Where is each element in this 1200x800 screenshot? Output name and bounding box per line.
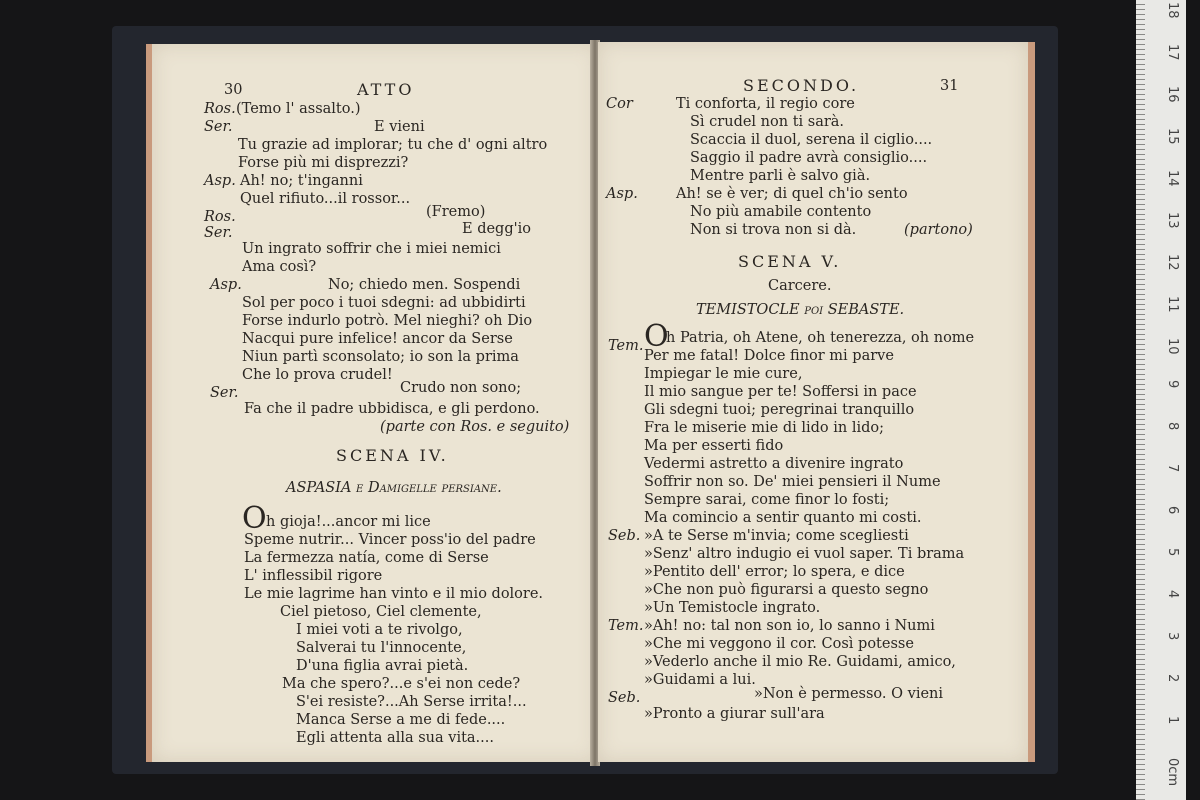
- running-head: ATTO: [357, 80, 415, 99]
- speaker: Ser.: [210, 385, 239, 401]
- text-line: »Vederlo anche il mio Re. Guidami, amico,: [644, 654, 956, 670]
- ruler-label: 2: [1165, 674, 1180, 683]
- text-line: »Non è permesso. O vieni: [754, 686, 944, 702]
- text-line: Ma per esserti fido: [644, 438, 784, 454]
- ruler-label: 12: [1165, 254, 1180, 271]
- text-line: Sì crudel non ti sarà.: [690, 114, 845, 130]
- drop-cap: O: [242, 501, 267, 536]
- speaker: Asp.: [204, 173, 236, 189]
- speaker: Ser.: [204, 119, 233, 135]
- text-line: »A te Serse m'invia; come scegliesti: [644, 528, 909, 544]
- ruler-label: 15: [1165, 128, 1180, 145]
- ruler-label: 3: [1165, 632, 1180, 641]
- measuring-ruler: [1136, 0, 1186, 800]
- text-line: h Patria, oh Atene, oh tenerezza, oh nome: [666, 330, 975, 346]
- speaker: Ros.: [204, 209, 236, 225]
- ruler-label: 18: [1165, 2, 1180, 19]
- text-line: Non si trova non si dà.: [690, 222, 857, 238]
- scene-heading: SCENA IV.: [336, 446, 449, 465]
- ruler-label: 16: [1165, 86, 1180, 103]
- speaker: Tem.: [608, 618, 644, 634]
- scene-place: Carcere.: [768, 278, 832, 294]
- text-line: Un ingrato soffrir che i miei nemici: [242, 241, 501, 257]
- text-line: (Fremo): [426, 204, 486, 220]
- ruler-label: 10: [1165, 338, 1180, 355]
- text-line: D'una figlia avrai pietà.: [296, 658, 469, 674]
- ruler-label: 9: [1165, 380, 1180, 389]
- ruler-label: 6: [1165, 506, 1180, 515]
- speaker: Asp.: [606, 186, 638, 202]
- text-line: E vieni: [374, 119, 425, 135]
- ruler-label: 8: [1165, 422, 1180, 431]
- ruler-label: 17: [1165, 44, 1180, 61]
- text-line: Ma che spero?...e s'ei non cede?: [282, 676, 521, 692]
- text-line: Ciel pietoso, Ciel clemente,: [280, 604, 482, 620]
- text-line: Saggio il padre avrà consiglio....: [690, 150, 928, 166]
- text-line: L' inflessibil rigore: [244, 568, 383, 584]
- text-line: Sempre sarai, come finor lo fosti;: [644, 492, 890, 508]
- page-number: 31: [940, 78, 959, 94]
- ruler-label: 1: [1165, 716, 1180, 725]
- ruler-label: 4: [1165, 590, 1180, 599]
- text-line: Salverai tu l'innocente,: [296, 640, 467, 656]
- text-line: Scaccia il duol, serena il ciglio....: [690, 132, 933, 148]
- text-line: Forse indurlo potrò. Mel nieghi? oh Dio: [242, 313, 533, 329]
- ruler-label: 0cm: [1165, 758, 1180, 787]
- text-line: Le mie lagrime han vinto e il mio dolore.: [244, 586, 544, 602]
- text-line: Fra le miserie mie di lido in lido;: [644, 420, 885, 436]
- ruler-label: 14: [1165, 170, 1180, 187]
- text-line: Manca Serse a me di fede....: [296, 712, 506, 728]
- text-line: Sol per poco i tuoi sdegni: ad ubbidirti: [242, 295, 526, 311]
- text-line: h gioja!...ancor mi lice: [266, 514, 431, 530]
- speaker: Seb.: [608, 528, 641, 544]
- right-page: [598, 42, 1035, 762]
- text-line: Che lo prova crudel!: [242, 367, 393, 383]
- drop-cap: O: [644, 319, 669, 354]
- text-line: »Pronto a giurar sull'ara: [644, 706, 825, 722]
- text-line: »Pentito dell' error; lo spera, e dice: [644, 564, 905, 580]
- text-line: Per me fatal! Dolce finor mi parve: [644, 348, 894, 364]
- stage-direction: (partono): [904, 222, 973, 238]
- text-line: Egli attenta alla sua vita....: [296, 730, 494, 746]
- text-line: »Che mi veggono il cor. Così potesse: [644, 636, 914, 652]
- scene-characters: TEMISTOCLE poi SEBASTE.: [696, 302, 905, 318]
- text-line: »Che non può figurarsi a questo segno: [644, 582, 929, 598]
- text-line: Tu grazie ad implorar; tu che d' ogni altro: [238, 137, 548, 153]
- speaker: Seb.: [608, 690, 641, 706]
- text-line: No; chiedo men. Sospendi: [328, 277, 521, 293]
- text-line: Nacqui pure infelice! ancor da Serse: [242, 331, 513, 347]
- page-number: 30: [224, 82, 243, 98]
- stage-direction: (parte con Ros. e seguito): [380, 419, 570, 435]
- text-line: Niun partì sconsolato; io son la prima: [242, 349, 519, 365]
- text-line: Quel rifiuto...il rossor...: [240, 191, 411, 207]
- text-line: Soffrir non so. De' miei pensieri il Nume: [644, 474, 941, 490]
- scene-heading: SCENA V.: [738, 252, 842, 271]
- text-line: (Temo l' assalto.): [236, 101, 361, 117]
- text-line: Ama così?: [242, 259, 317, 275]
- ruler-label: 7: [1165, 464, 1180, 473]
- text-line: Speme nutrir... Vincer poss'io del padre: [244, 532, 536, 548]
- speaker: Cor: [606, 96, 633, 112]
- text-line: Ma comincio a sentir quanto mi costi.: [644, 510, 922, 526]
- running-head: SECONDO.: [743, 76, 860, 95]
- text-line: S'ei resiste?...Ah Serse irrita!...: [296, 694, 527, 710]
- text-line: »Guidami a lui.: [644, 672, 756, 688]
- text-line: Vedermi astretto a divenire ingrato: [644, 456, 904, 472]
- speaker: Ros.: [204, 101, 236, 117]
- text-line: Il mio sangue per te! Soffersi in pace: [644, 384, 917, 400]
- speaker: Ser.: [204, 225, 233, 241]
- text-line: Forse più mi disprezzi?: [238, 155, 409, 171]
- text-line: »Un Temistocle ingrato.: [644, 600, 821, 616]
- text-line: La fermezza natía, come di Serse: [244, 550, 489, 566]
- text-line: Ah! no; t'inganni: [240, 173, 363, 189]
- text-line: »Ah! no: tal non son io, lo sanno i Numi: [644, 618, 935, 634]
- ruler-label: 11: [1165, 296, 1180, 313]
- text-line: Ah! se è ver; di quel ch'io sento: [676, 186, 908, 202]
- text-line: Crudo non sono;: [400, 380, 522, 396]
- ruler-label: 5: [1165, 548, 1180, 557]
- speaker: Asp.: [210, 277, 242, 293]
- text-line: I miei voti a te rivolgo,: [296, 622, 463, 638]
- text-line: Ti conforta, il regio core: [676, 96, 855, 112]
- text-line: E degg'io: [462, 221, 531, 237]
- scene-characters: ASPASIA e Damigelle persiane.: [286, 480, 502, 496]
- text-line: Gli sdegni tuoi; peregrinai tranquillo: [644, 402, 915, 418]
- text-line: Mentre parli è salvo già.: [690, 168, 871, 184]
- text-line: »Senz' altro indugio ei vuol saper. Ti brama: [644, 546, 965, 562]
- ruler-label: 13: [1165, 212, 1180, 229]
- left-page: [146, 44, 598, 762]
- text-line: Impiegar le mie cure,: [644, 366, 803, 382]
- text-line: No più amabile contento: [690, 204, 872, 220]
- text-line: Fa che il padre ubbidisca, e gli perdono.: [244, 401, 540, 417]
- speaker: Tem.: [608, 338, 644, 354]
